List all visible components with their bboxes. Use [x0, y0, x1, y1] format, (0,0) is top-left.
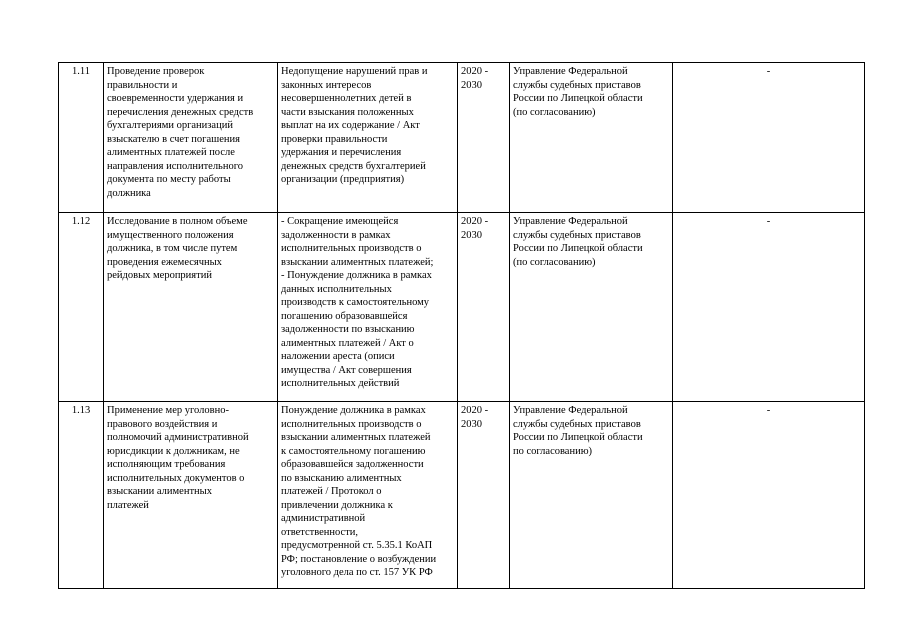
executor-text: Управление Федеральной службы судебных приставов России по Липецкой области (по согласованию) [513, 216, 643, 268]
result-cell [278, 213, 458, 402]
row-number: 1.11 [59, 63, 104, 213]
activity-cell [104, 213, 278, 402]
note-cell: - [673, 213, 865, 402]
period-cell [458, 213, 510, 402]
period-text: 2020 - 2030 [461, 216, 489, 241]
activity-text: Проведение проверок правильности и своевременности удержания и перечисления денежных средств бухгалтериями организаций взыскателю в счет погашения алиментных платежей после направления исполнительного документа по месту работы должника [107, 66, 254, 199]
result-cell [278, 63, 458, 213]
executor-cell [510, 63, 673, 213]
result-text: - Сокращение имеющейся задолженности в рамках исполнительных производств о взыскании алиментных платежей; - Понуждение должника в рамках данных исполнительных производств к самостоятельному погашению образовавшейся задолженности по взысканию алиментных платежей / Акт о наложении ареста (описи имущества / Акт совершения исполнительных действий [281, 216, 434, 389]
table-row [59, 63, 865, 213]
result-text: Недопущение нарушений прав и законных интересов несовершеннолетних детей в части взыскания положенных выплат на их содержание / Акт проверки правильности удержания и перечисления денежных средств бухгалтерией организации (предприятия) [281, 66, 428, 185]
note-cell: - [673, 63, 865, 213]
measures-table [58, 62, 865, 589]
period-cell [458, 402, 510, 589]
note-cell: - [673, 402, 865, 589]
activity-text: Применение мер уголовно- правового воздействия и полномочий административной юрисдикции к должникам, не исполняющим требования исполнительных документов о взыскании алиментных платежей [107, 405, 249, 511]
activity-cell [104, 402, 278, 589]
result-cell [278, 402, 458, 589]
period-cell [458, 63, 510, 213]
executor-text: Управление Федеральной службы судебных приставов России по Липецкой области (по согласованию) [513, 66, 643, 118]
period-text: 2020 - 2030 [461, 405, 489, 430]
executor-cell [510, 402, 673, 589]
row-number: 1.12 [59, 213, 104, 402]
activity-cell [104, 63, 278, 213]
executor-cell [510, 213, 673, 402]
executor-text: Управление Федеральной службы судебных приставов России по Липецкой области по согласованию) [513, 405, 643, 457]
table-row [59, 402, 865, 589]
activity-text: Исследование в полном объеме имущественного положения должника, в том числе путем проведения ежемесячных рейдовых мероприятий [107, 216, 248, 281]
table-row [59, 213, 865, 402]
row-number: 1.13 [59, 402, 104, 589]
result-text: Понуждение должника в рамках исполнительных производств о взыскании алиментных платежей к самостоятельному погашению образовавшейся задолженности по взысканию алиментных платежей / Протокол о привлечении должника к административной ответственности, предусмотренной ст. 5.35.1 КоАП РФ; постановление о возбуждении уголовного дела по ст. 157 УК РФ [281, 405, 437, 578]
period-text: 2020 - 2030 [461, 66, 489, 91]
